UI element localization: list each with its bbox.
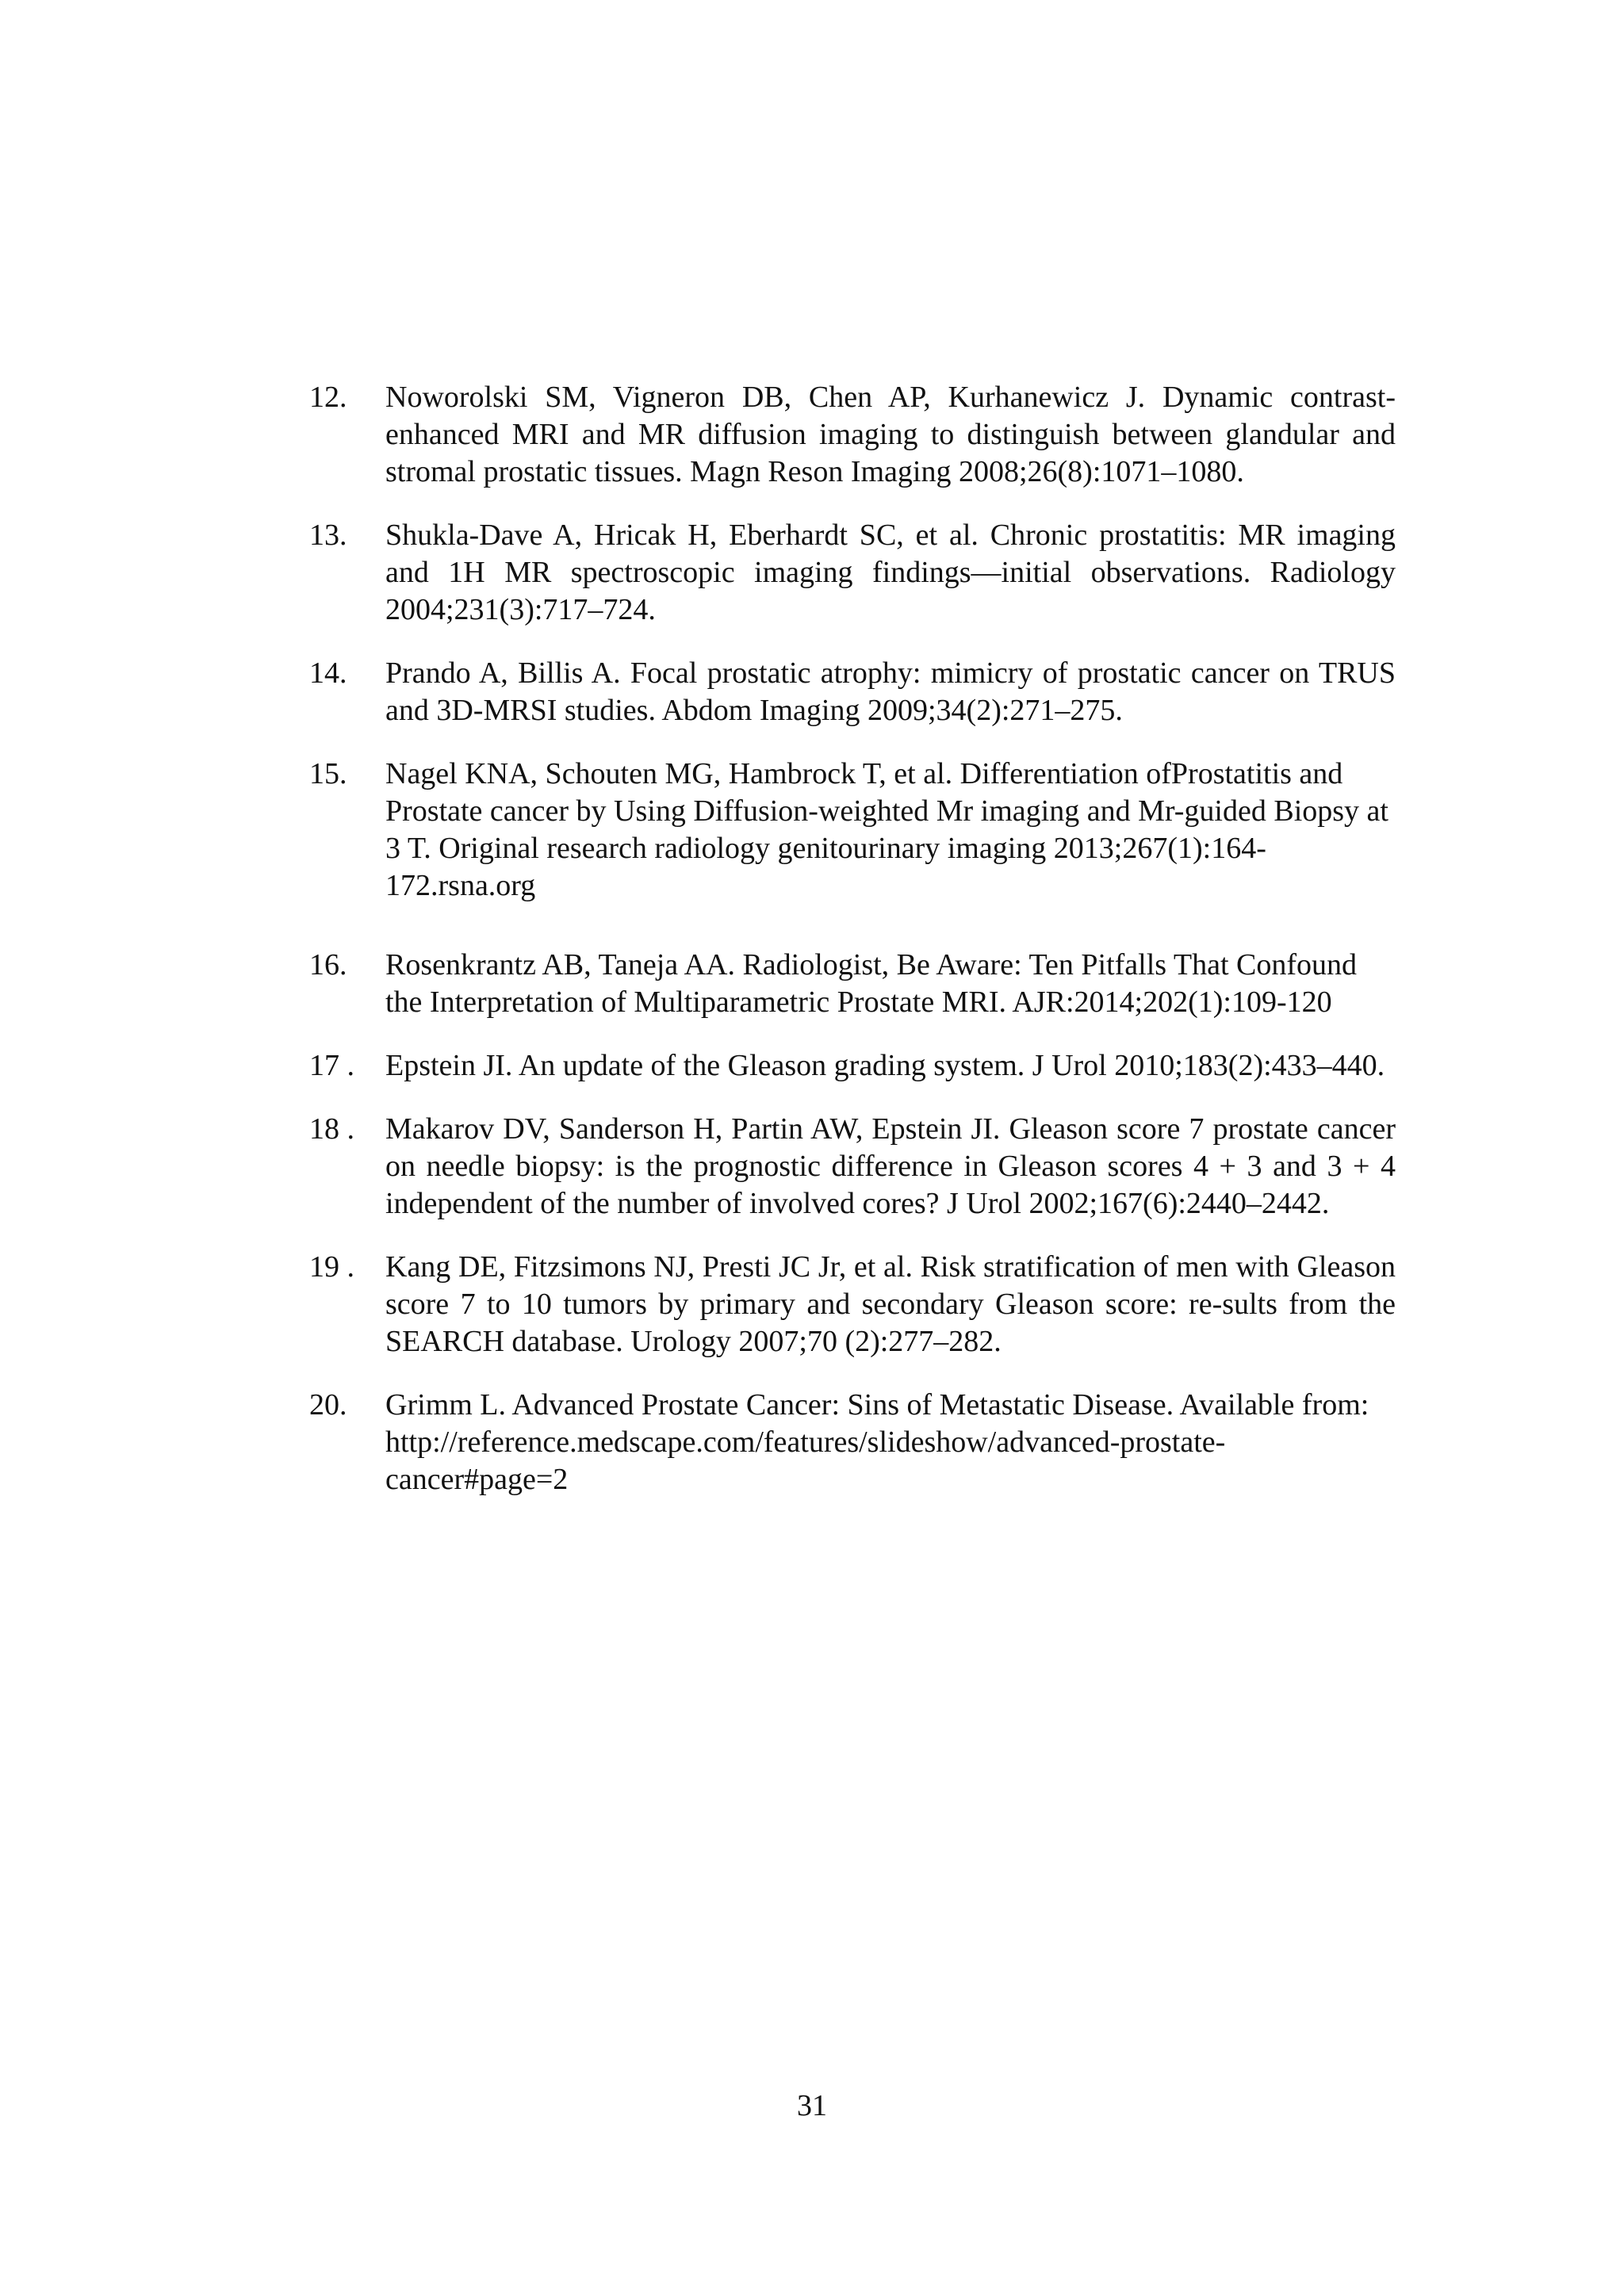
- reference-number: 12.: [309, 381, 347, 414]
- reference-text: Shukla-Dave A, Hricak H, Eberhardt SC, et al. Chronic prostatitis: MR imaging and 1H MR spectroscopic imaging findings—initial observations. Radiology 2004;231(3):717–724.: [385, 519, 1396, 626]
- reference-text: Grimm L. Advanced Prostate Cancer: Sins of Metastatic Disease. Available from: http://reference.medscape.com/features/slideshow/advanced-prostate-cancer#page=2: [385, 1388, 1369, 1496]
- reference-item: [309, 517, 1396, 629]
- reference-item: [309, 379, 1396, 491]
- reference-number: 13.: [309, 519, 347, 552]
- reference-text: Makarov DV, Sanderson H, Partin AW, Epstein JI. Gleason score 7 prostate cancer on needle biopsy: is the prognostic difference in Gleason scores 4 + 3 and 3 + 4 independent of the number of involved cores? J Urol 2002;167(6):2440–2442.: [385, 1112, 1396, 1220]
- reference-number: 20.: [309, 1388, 347, 1422]
- reference-number: 14.: [309, 656, 347, 690]
- reference-text: Prando A, Billis A. Focal prostatic atrophy: mimicry of prostatic cancer on TRUS and 3D-MRSI studies. Abdom Imaging 2009;34(2):271–275.: [385, 656, 1396, 727]
- reference-item: [309, 1249, 1396, 1360]
- reference-text: Kang DE, Fitzsimons NJ, Presti JC Jr, et al. Risk stratification of men with Gleason score 7 to 10 tumors by primary and secondary Gleason score: re-sults from the SEARCH database. Urology 2007;70 (2):277–282.: [385, 1250, 1396, 1358]
- reference-list: [309, 379, 1396, 1525]
- reference-number: 15.: [309, 757, 347, 790]
- reference-item: [309, 1047, 1396, 1085]
- reference-item: [309, 947, 1396, 1021]
- page-number: 31: [797, 2089, 827, 2122]
- reference-item: [309, 1387, 1396, 1498]
- reference-text: Rosenkrantz AB, Taneja AA. Radiologist, Be Aware: Ten Pitfalls That Confound the Interpretation of Multiparametric Prostate MRI. AJR:2014;202(1):109-120: [385, 948, 1357, 1019]
- reference-number: 18 .: [309, 1112, 354, 1146]
- reference-text: Noworolski SM, Vigneron DB, Chen AP, Kurhanewicz J. Dynamic contrast-enhanced MRI and MR diffusion imaging to distinguish between glandular and stromal prostatic tissues. Magn Reson Imaging 2008;26(8):1071–1080.: [385, 381, 1396, 488]
- reference-item: [309, 1111, 1396, 1223]
- reference-text: Nagel KNA, Schouten MG, Hambrock T, et al. Differentiation ofProstatitis and Prostate cancer by Using Diffusion-weighted Mr imaging and Mr-guided Biopsy at 3 T. Original research radiology genitourinary imaging 2013;267(1):164-172.rsna.org: [385, 757, 1388, 902]
- reference-number: 16.: [309, 948, 347, 982]
- reference-text: Epstein JI. An update of the Gleason grading system. J Urol 2010;183(2):433–440.: [385, 1049, 1385, 1082]
- reference-item: [309, 655, 1396, 729]
- reference-number: 17 .: [309, 1049, 354, 1082]
- reference-item: [309, 756, 1396, 905]
- reference-number: 19 .: [309, 1250, 354, 1284]
